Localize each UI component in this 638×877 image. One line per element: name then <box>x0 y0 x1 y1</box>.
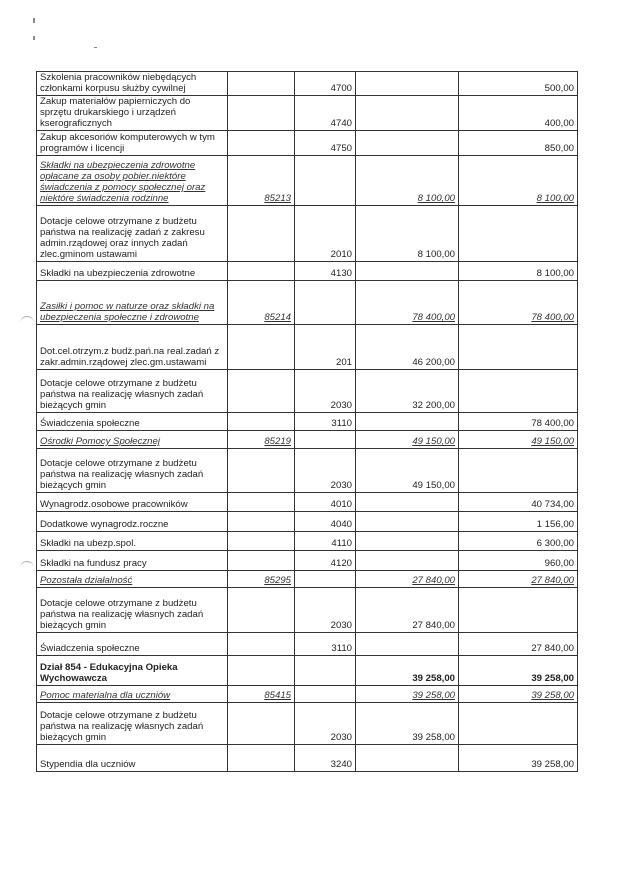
scan-mark <box>33 18 35 23</box>
paragraph-code-cell: 4120 <box>295 551 356 571</box>
item-name-cell: Zakup materiałów papierniczych do sprzętu drukarskiego i urządzeń kserograficznych <box>37 96 228 131</box>
expense-amount-cell: 78 400,00 <box>459 413 578 431</box>
item-name-cell: Zakup akcesoriów komputerowych w tym programów i licencji <box>37 131 228 156</box>
expense-amount-cell: 960,00 <box>459 551 578 571</box>
paragraph-code-cell: 2030 <box>295 449 356 493</box>
paragraph-code-cell: 3110 <box>295 413 356 431</box>
section-code-cell <box>228 703 295 745</box>
section-code-cell: 85415 <box>228 686 295 703</box>
income-amount-cell <box>356 551 459 571</box>
table-row <box>37 96 578 131</box>
income-amount-cell <box>356 262 459 281</box>
margin-mark <box>20 561 34 568</box>
item-name-cell: Składki na fundusz pracy <box>37 551 228 571</box>
expense-amount-cell: 78 400,00 <box>459 281 578 325</box>
income-amount-cell <box>356 493 459 512</box>
section-code-cell: 85214 <box>228 281 295 325</box>
section-code-cell <box>228 633 295 656</box>
table-row <box>37 131 578 156</box>
section-code-cell <box>228 325 295 370</box>
income-amount-cell: 78 400,00 <box>356 281 459 325</box>
expense-amount-cell <box>459 588 578 633</box>
paragraph-code-cell <box>295 281 356 325</box>
table-row <box>37 493 578 512</box>
subsection-row <box>37 281 578 325</box>
table-row <box>37 262 578 281</box>
item-name-cell: Świadczenia społeczne <box>37 633 228 656</box>
section-code-cell <box>228 370 295 413</box>
expense-amount-cell <box>459 370 578 413</box>
income-amount-cell: 27 840,00 <box>356 571 459 588</box>
item-name-cell: Stypendia dla uczniów <box>37 745 228 772</box>
section-code-cell: 85213 <box>228 156 295 206</box>
table-row <box>37 745 578 772</box>
income-amount-cell <box>356 532 459 551</box>
income-amount-cell: 39 258,00 <box>356 656 459 686</box>
section-code-cell <box>228 413 295 431</box>
item-name-cell: Ośrodki Pomocy Społecznej <box>37 431 228 449</box>
expense-amount-cell: 1 156,00 <box>459 512 578 532</box>
paragraph-code-cell: 4750 <box>295 131 356 156</box>
paragraph-code-cell <box>295 686 356 703</box>
income-amount-cell: 32 200,00 <box>356 370 459 413</box>
expense-amount-cell: 27 840,00 <box>459 571 578 588</box>
budget-table-body <box>37 72 578 772</box>
section-code-cell <box>228 72 295 96</box>
table-row <box>37 532 578 551</box>
item-name-cell: Pozostała działalność <box>37 571 228 588</box>
paragraph-code-cell: 201 <box>295 325 356 370</box>
scan-mark <box>94 47 97 48</box>
expense-amount-cell: 39 258,00 <box>459 656 578 686</box>
expense-amount-cell <box>459 449 578 493</box>
paragraph-code-cell: 3110 <box>295 633 356 656</box>
income-amount-cell: 49 150,00 <box>356 431 459 449</box>
paragraph-code-cell: 4740 <box>295 96 356 131</box>
income-amount-cell <box>356 72 459 96</box>
subsection-row <box>37 571 578 588</box>
section-code-cell: 85219 <box>228 431 295 449</box>
item-name-cell: Składki na ubezpieczenia zdrowotne opłacane za osoby pobier.niektóre świadczenia z pomocy społecznej oraz niektóre świadczenia rodzinne <box>37 156 228 206</box>
expense-amount-cell: 27 840,00 <box>459 633 578 656</box>
table-row <box>37 551 578 571</box>
expense-amount-cell: 8 100,00 <box>459 156 578 206</box>
item-name-cell: Składki na ubezpieczenia zdrowotne <box>37 262 228 281</box>
section-code-cell <box>228 493 295 512</box>
item-name-cell: Pomoc materialna dla uczniów <box>37 686 228 703</box>
item-name-cell: Wynagrodz.osobowe pracowników <box>37 493 228 512</box>
income-amount-cell: 46 200,00 <box>356 325 459 370</box>
table-row <box>37 72 578 96</box>
section-code-cell <box>228 96 295 131</box>
scan-mark <box>33 36 35 40</box>
income-amount-cell <box>356 413 459 431</box>
paragraph-code-cell: 4110 <box>295 532 356 551</box>
item-name-cell: Dot.cel.otrzym.z budż.pań.na real.zadań z zakr.admin.rządowej zlec.gm.ustawami <box>37 325 228 370</box>
paragraph-code-cell: 4130 <box>295 262 356 281</box>
income-amount-cell: 27 840,00 <box>356 588 459 633</box>
table-row <box>37 512 578 532</box>
income-amount-cell <box>356 512 459 532</box>
income-amount-cell: 49 150,00 <box>356 449 459 493</box>
income-amount-cell <box>356 96 459 131</box>
item-name-cell: Dotacje celowe otrzymane z budżetu państwa na realizację własnych zadań bieżących gmin <box>37 370 228 413</box>
expense-amount-cell <box>459 206 578 262</box>
paragraph-code-cell: 2030 <box>295 370 356 413</box>
section-row <box>37 656 578 686</box>
section-code-cell <box>228 532 295 551</box>
subsection-row <box>37 431 578 449</box>
expense-amount-cell: 6 300,00 <box>459 532 578 551</box>
paragraph-code-cell <box>295 656 356 686</box>
margin-mark <box>20 316 34 323</box>
section-code-cell <box>228 512 295 532</box>
expense-amount-cell: 39 258,00 <box>459 745 578 772</box>
item-name-cell: Dotacje celowe otrzymane z budżetu państwa na realizację własnych zadań bieżących gmin <box>37 588 228 633</box>
section-code-cell <box>228 131 295 156</box>
paragraph-code-cell <box>295 571 356 588</box>
item-name-cell: Dotacje celowe otrzymane z budżetu państwa na realizację własnych zadań bieżących gmin <box>37 449 228 493</box>
income-amount-cell <box>356 633 459 656</box>
table-row <box>37 588 578 633</box>
paragraph-code-cell: 2030 <box>295 588 356 633</box>
table-row <box>37 703 578 745</box>
item-name-cell: Składki na ubezp.spol. <box>37 532 228 551</box>
paragraph-code-cell: 2010 <box>295 206 356 262</box>
income-amount-cell: 39 258,00 <box>356 703 459 745</box>
section-code-cell <box>228 656 295 686</box>
income-amount-cell: 8 100,00 <box>356 206 459 262</box>
paragraph-code-cell: 4040 <box>295 512 356 532</box>
expense-amount-cell <box>459 325 578 370</box>
section-code-cell <box>228 449 295 493</box>
table-row <box>37 370 578 413</box>
section-code-cell: 85295 <box>228 571 295 588</box>
item-name-cell: Zasiłki i pomoc w naturze oraz składki na ubezpieczenia społeczne i zdrowotne <box>37 281 228 325</box>
paragraph-code-cell <box>295 156 356 206</box>
subsection-row <box>37 156 578 206</box>
expense-amount-cell: 39 258,00 <box>459 686 578 703</box>
expense-amount-cell: 40 734,00 <box>459 493 578 512</box>
expense-amount-cell <box>459 703 578 745</box>
table-row <box>37 633 578 656</box>
budget-table <box>36 71 578 772</box>
expense-amount-cell: 8 100,00 <box>459 262 578 281</box>
section-code-cell <box>228 745 295 772</box>
income-amount-cell: 39 258,00 <box>356 686 459 703</box>
item-name-cell: Świadczenia społeczne <box>37 413 228 431</box>
income-amount-cell <box>356 131 459 156</box>
section-code-cell <box>228 588 295 633</box>
income-amount-cell: 8 100,00 <box>356 156 459 206</box>
expense-amount-cell: 500,00 <box>459 72 578 96</box>
table-row <box>37 325 578 370</box>
paragraph-code-cell: 4010 <box>295 493 356 512</box>
item-name-cell: Dział 854 - Edukacyjna Opieka Wychowawcza <box>37 656 228 686</box>
paragraph-code-cell: 2030 <box>295 703 356 745</box>
subsection-row <box>37 686 578 703</box>
section-code-cell <box>228 206 295 262</box>
expense-amount-cell: 49 150,00 <box>459 431 578 449</box>
paragraph-code-cell <box>295 431 356 449</box>
expense-amount-cell: 850,00 <box>459 131 578 156</box>
section-code-cell <box>228 262 295 281</box>
item-name-cell: Dotacje celowe otrzymane z budżetu państwa na realizację zadań z zakresu admin.rządowej oraz innych zadań zlec.gminom ustawami <box>37 206 228 262</box>
item-name-cell: Dodatkowe wynagrodz.roczne <box>37 512 228 532</box>
section-code-cell <box>228 551 295 571</box>
paragraph-code-cell: 4700 <box>295 72 356 96</box>
expense-amount-cell: 400,00 <box>459 96 578 131</box>
income-amount-cell <box>356 745 459 772</box>
table-row <box>37 206 578 262</box>
table-row <box>37 413 578 431</box>
item-name-cell: Dotacje celowe otrzymane z budżetu państwa na realizację własnych zadań bieżących gmin <box>37 703 228 745</box>
item-name-cell: Szkolenia pracowników niebędących członkami korpusu służby cywilnej <box>37 72 228 96</box>
table-row <box>37 449 578 493</box>
paragraph-code-cell: 3240 <box>295 745 356 772</box>
